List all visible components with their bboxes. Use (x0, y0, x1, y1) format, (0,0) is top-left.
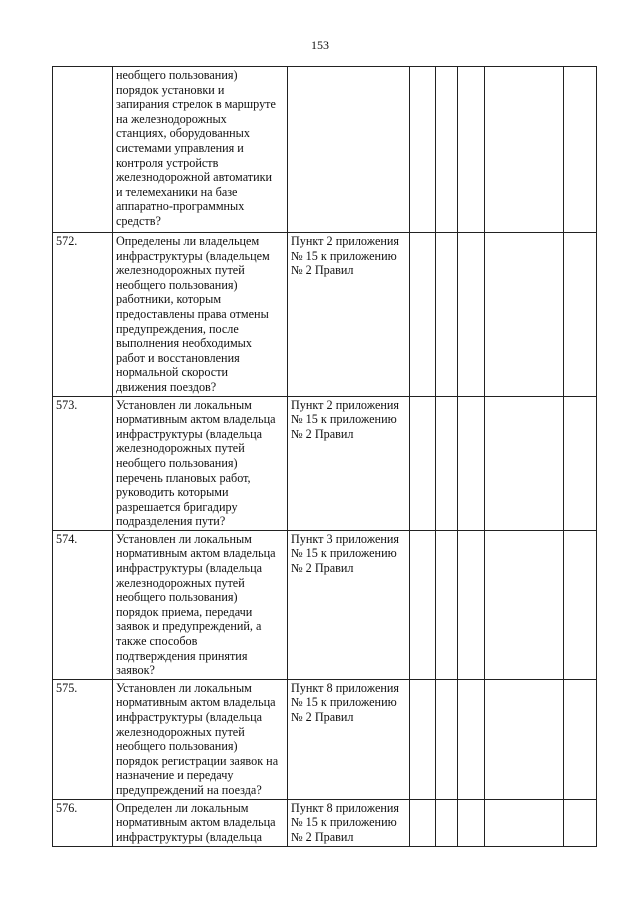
extra-cell[interactable] (564, 233, 597, 397)
text-line: железнодорожной автоматики (116, 170, 273, 185)
text-line: Пункт 2 приложения (291, 397, 400, 412)
text-line: Определены ли владельцем (116, 234, 260, 248)
answer-na-cell[interactable] (458, 67, 485, 233)
text-line: № 2 Правил (291, 561, 354, 576)
row-number: 575. (53, 679, 113, 799)
text-line: контроля устройств (116, 155, 219, 170)
text-line: предупреждений на поезда? (116, 782, 262, 797)
text-line: необщего пользования) (116, 590, 238, 605)
text-line: нормативным актом владельца (116, 546, 276, 561)
row-number: 574. (53, 530, 113, 679)
page-number: 153 (311, 38, 329, 52)
text-line: предоставлены права отмены (116, 306, 269, 321)
text-line: движения поездов? (116, 379, 217, 394)
text-line: подтверждения принятия (116, 648, 248, 663)
table-row (53, 396, 597, 530)
answer-no-cell[interactable] (436, 67, 458, 233)
text-line: порядок приема, передачи (116, 604, 253, 619)
row-number: 573. (53, 396, 113, 530)
answer-no-cell[interactable] (436, 396, 458, 530)
text-line: выполнения необходимых (116, 336, 252, 351)
notes-cell[interactable] (485, 679, 564, 799)
answer-na-cell[interactable] (458, 799, 485, 846)
text-line: Пункт 2 приложения (291, 234, 400, 248)
legal-reference (288, 396, 410, 530)
requirement-text (113, 799, 288, 846)
text-line: нормативным актом владельца (116, 412, 276, 427)
answer-yes-cell[interactable] (410, 530, 436, 679)
text-line: необщего пользования) (116, 739, 238, 754)
text-line: Пункт 8 приложения (291, 800, 400, 815)
table-row (53, 67, 597, 233)
text-line: аппаратно-программных (116, 199, 245, 214)
text-line: № 15 к приложению (291, 815, 397, 830)
text-line: необщего пользования) (116, 277, 238, 292)
text-line: работники, которым (116, 292, 222, 307)
row-number: 576. (53, 799, 113, 846)
text-line: необщего пользования) (116, 455, 238, 470)
notes-cell[interactable] (485, 233, 564, 397)
text-line: инфраструктуры (владельца (116, 426, 263, 441)
legal-reference (288, 67, 410, 233)
text-line: нормативным актом владельца (116, 695, 276, 710)
legal-reference (288, 530, 410, 679)
text-line: № 2 Правил (291, 263, 354, 278)
text-line: работ и восстановления (116, 350, 240, 365)
text-line: железнодорожных путей (116, 575, 245, 590)
text-line: Установлен ли локальным (116, 397, 252, 412)
text-line: Определен ли локальным (116, 800, 249, 815)
answer-na-cell[interactable] (458, 396, 485, 530)
table-row (53, 679, 597, 799)
text-line: перечень плановых работ, (116, 470, 251, 485)
requirement-text (113, 396, 288, 530)
legal-reference (288, 679, 410, 799)
legal-reference (288, 233, 410, 397)
notes-cell[interactable] (485, 530, 564, 679)
requirement-text (113, 530, 288, 679)
extra-cell[interactable] (564, 67, 597, 233)
row-number (53, 67, 113, 233)
text-line: разрешается бригадиру (116, 499, 238, 514)
text-line: Установлен ли локальным (116, 531, 252, 546)
text-line: № 2 Правил (291, 830, 354, 844)
text-line: № 2 Правил (291, 710, 354, 724)
text-line: Пункт 3 приложения (291, 531, 400, 546)
text-line: инфраструктуры (владельцем (116, 248, 270, 263)
extra-cell[interactable] (564, 530, 597, 679)
table-row (53, 233, 597, 397)
extra-cell[interactable] (564, 799, 597, 846)
text-line: нормальной скорости (116, 365, 229, 380)
text-line: заявок? (116, 663, 155, 678)
answer-yes-cell[interactable] (410, 799, 436, 846)
text-line: необщего пользования) (116, 68, 238, 82)
text-line: № 15 к приложению (291, 412, 397, 427)
text-line: подразделения пути? (116, 514, 226, 529)
text-line: предупреждения, после (116, 321, 239, 336)
text-line: станциях, оборудованных (116, 126, 250, 141)
answer-no-cell[interactable] (436, 679, 458, 799)
answer-na-cell[interactable] (458, 679, 485, 799)
text-line: инфраструктуры (владельца (116, 561, 263, 576)
checklist-table (52, 66, 597, 847)
text-line: также способов (116, 634, 198, 649)
extra-cell[interactable] (564, 679, 597, 799)
legal-reference (288, 799, 410, 846)
text-line: железнодорожных путей (116, 441, 245, 456)
table-row (53, 530, 597, 679)
text-line: Пункт 8 приложения (291, 680, 400, 695)
text-line: нормативным актом владельца (116, 815, 276, 830)
answer-yes-cell[interactable] (410, 396, 436, 530)
text-line: порядок установки и (116, 82, 225, 97)
answer-na-cell[interactable] (458, 530, 485, 679)
text-line: № 15 к приложению (291, 695, 397, 710)
row-number: 572. (53, 233, 113, 397)
text-line: № 2 Правил (291, 426, 354, 441)
requirement-text (113, 233, 288, 397)
text-line: на железнодорожных (116, 111, 227, 126)
answer-na-cell[interactable] (458, 233, 485, 397)
answer-no-cell[interactable] (436, 233, 458, 397)
notes-cell[interactable] (485, 67, 564, 233)
text-line: № 15 к приложению (291, 248, 397, 263)
text-line: железнодорожных путей (116, 724, 245, 739)
answer-yes-cell[interactable] (410, 233, 436, 397)
text-line: Установлен ли локальным (116, 680, 252, 695)
text-line: № 15 к приложению (291, 546, 397, 561)
requirement-text (113, 67, 288, 233)
text-line: и телемеханики на базе (116, 184, 238, 199)
text-line: системами управления и (116, 140, 244, 155)
answer-no-cell[interactable] (436, 530, 458, 679)
text-line: назначение и передачу (116, 768, 234, 783)
text-line: запирания стрелок в маршруте (116, 97, 276, 112)
notes-cell[interactable] (485, 799, 564, 846)
text-line: средств? (116, 213, 161, 228)
extra-cell[interactable] (564, 396, 597, 530)
requirement-text (113, 679, 288, 799)
text-line: заявок и предупреждений, а (116, 619, 262, 634)
text-line: железнодорожных путей (116, 263, 245, 278)
text-line: инфраструктуры (владельца (116, 830, 263, 844)
answer-yes-cell[interactable] (410, 67, 436, 233)
notes-cell[interactable] (485, 396, 564, 530)
text-line: руководить которыми (116, 485, 229, 500)
answer-yes-cell[interactable] (410, 679, 436, 799)
text-line: инфраструктуры (владельца (116, 710, 263, 724)
table-row (53, 799, 597, 846)
answer-no-cell[interactable] (436, 799, 458, 846)
text-line: порядок регистрации заявок на (116, 753, 279, 768)
